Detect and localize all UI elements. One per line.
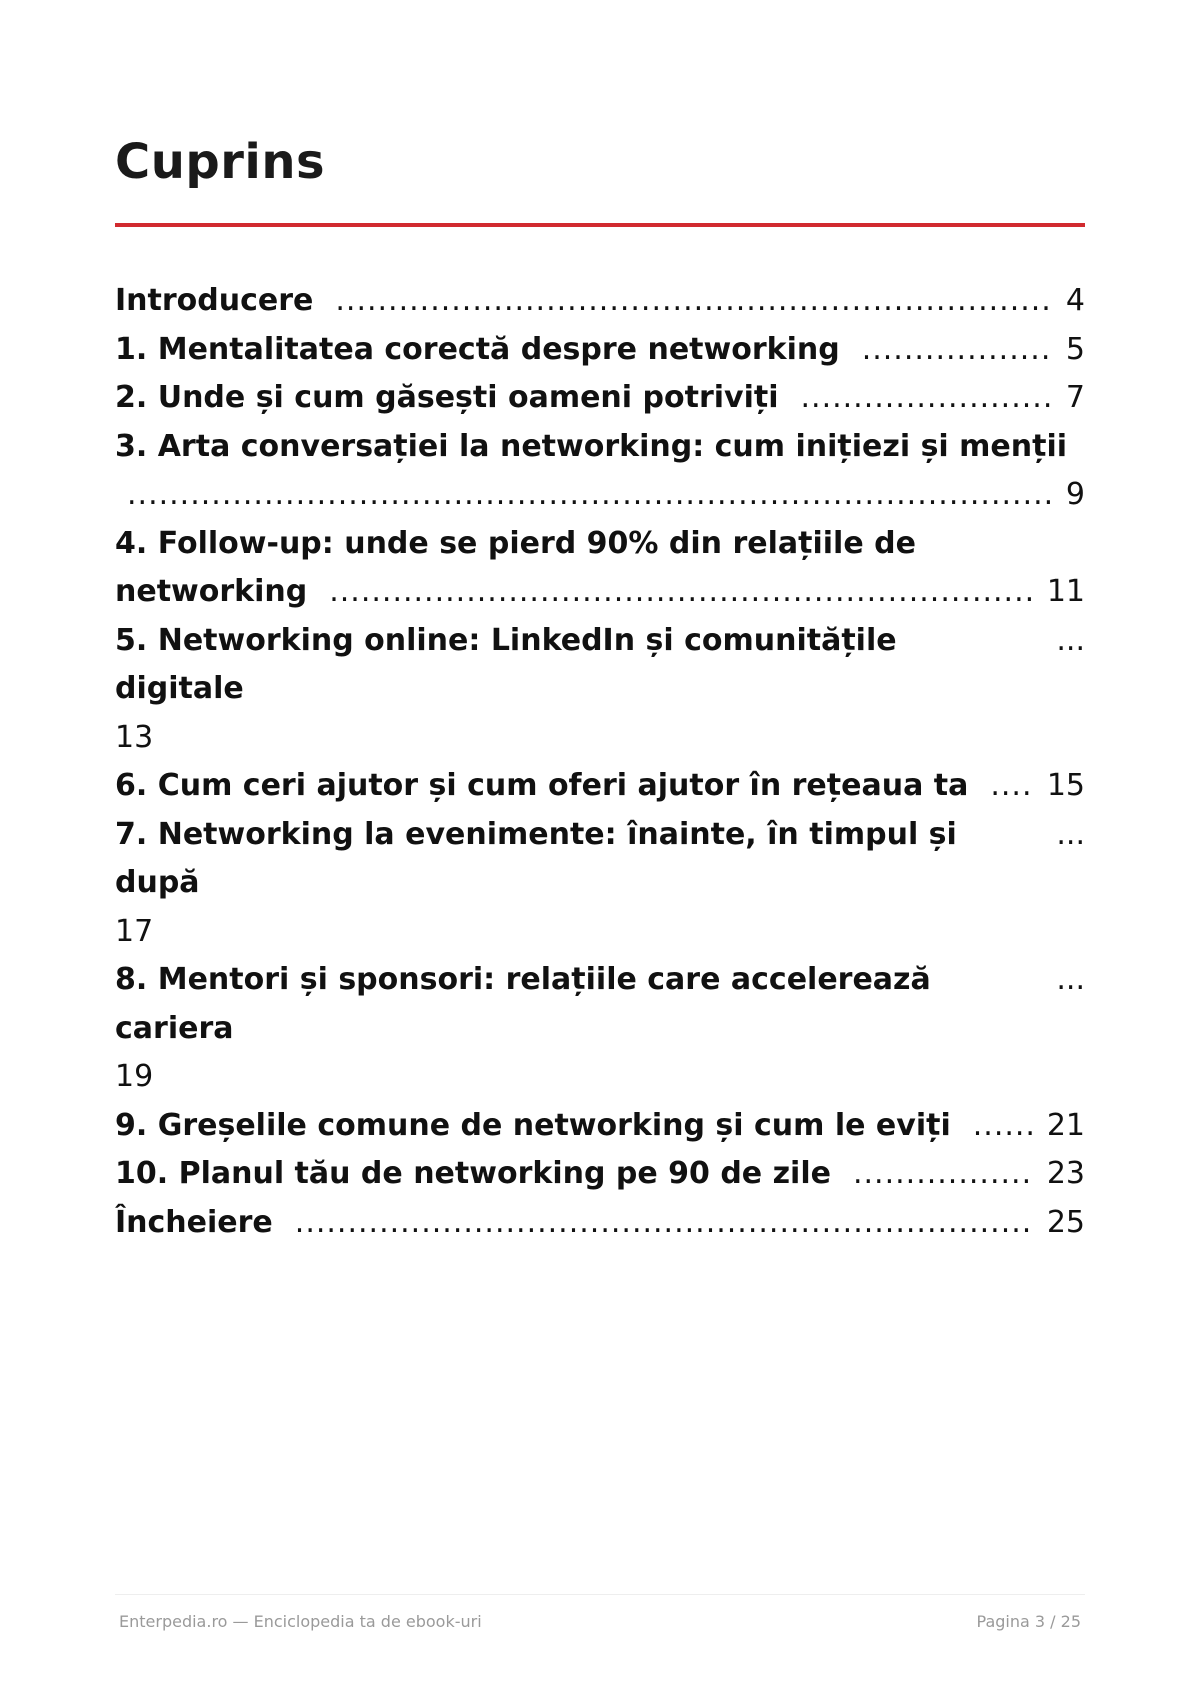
toc-entry-10[interactable] bbox=[115, 1150, 1085, 1199]
toc-entry-label: 2. Unde și cum găsești oameni potriviți bbox=[115, 380, 779, 415]
toc-entry-line bbox=[115, 568, 1085, 617]
dot-leader bbox=[973, 1102, 1035, 1151]
dot-leader bbox=[862, 326, 1054, 375]
toc-entry-label: 9. Greșelile comune de networking și cum le eviți bbox=[115, 1107, 951, 1143]
toc-entry-9[interactable] bbox=[115, 1102, 1085, 1151]
toc-entry-line bbox=[115, 811, 1085, 908]
toc-entry-label: 5. Networking online: LinkedIn și comunitățile digitale bbox=[115, 622, 897, 706]
dot-leader: ... bbox=[1056, 622, 1085, 658]
toc-entry-page: 7 bbox=[1065, 380, 1085, 415]
dot-leader bbox=[990, 762, 1034, 811]
dot-leader bbox=[127, 471, 1054, 520]
toc-page bbox=[115, 0, 1085, 1683]
dot-leader bbox=[801, 374, 1054, 423]
toc-entry-line bbox=[115, 714, 1085, 763]
dot-leader bbox=[295, 1199, 1035, 1248]
toc-entry-label: 1. Mentalitatea corectă despre networking bbox=[115, 331, 840, 367]
toc-entry-page: 13 bbox=[115, 719, 154, 755]
toc-entry-label: 4. Follow-up: unde se pierd 90% din relațiile de bbox=[115, 525, 916, 561]
dot-leader: ... bbox=[1056, 816, 1085, 852]
toc-entry-4[interactable] bbox=[115, 520, 1085, 617]
footer-page-number: Pagina 3 / 25 bbox=[976, 1612, 1081, 1631]
dot-leader bbox=[853, 1150, 1035, 1199]
toc-entry-introducere[interactable] bbox=[115, 277, 1085, 326]
dot-leader: ... bbox=[1056, 962, 1085, 997]
toc-entry-label: 3. Arta conversației la networking: cum inițiezi și menții bbox=[115, 428, 1068, 464]
toc-entry-8[interactable] bbox=[115, 956, 1085, 1102]
footer-divider bbox=[115, 1594, 1085, 1595]
toc-entry-line bbox=[115, 1053, 1085, 1102]
toc-entry-page: 9 bbox=[1065, 477, 1085, 512]
toc-entry-line bbox=[115, 520, 1085, 569]
table-of-contents bbox=[115, 277, 1085, 1247]
toc-entry-page: 23 bbox=[1046, 1156, 1085, 1191]
toc-entry-incheiere[interactable] bbox=[115, 1199, 1085, 1248]
toc-entry-page: 11 bbox=[1046, 574, 1085, 609]
dot-leader bbox=[329, 568, 1035, 617]
toc-entry-6[interactable] bbox=[115, 762, 1085, 811]
title-divider bbox=[115, 223, 1085, 227]
toc-entry-3[interactable] bbox=[115, 423, 1085, 520]
toc-entry-label: networking bbox=[115, 574, 308, 609]
toc-entry-label: 7. Networking la evenimente: înainte, în timpul și după bbox=[115, 816, 957, 900]
toc-entry-label: 8. Mentori și sponsori: relațiile care accelerează cariera bbox=[115, 962, 931, 1046]
toc-entry-line bbox=[115, 471, 1085, 520]
toc-entry-7[interactable] bbox=[115, 811, 1085, 957]
toc-entry-1[interactable] bbox=[115, 326, 1085, 375]
toc-entry-page: 5 bbox=[1065, 331, 1085, 367]
dot-leader bbox=[335, 277, 1054, 326]
toc-entry-page: 25 bbox=[1046, 1204, 1085, 1240]
footer-site-name: Enterpedia.ro — Enciclopedia ta de ebook-uri bbox=[119, 1612, 482, 1631]
toc-entry-line bbox=[115, 423, 1085, 472]
toc-entry-label: Introducere bbox=[115, 283, 314, 318]
toc-entry-page: 19 bbox=[115, 1059, 154, 1094]
toc-entry-2[interactable] bbox=[115, 374, 1085, 423]
toc-entry-label: 10. Planul tău de networking pe 90 de zile bbox=[115, 1156, 831, 1191]
toc-entry-5[interactable] bbox=[115, 617, 1085, 763]
toc-entry-page: 21 bbox=[1046, 1107, 1085, 1143]
toc-entry-page: 4 bbox=[1065, 283, 1085, 318]
toc-entry-line bbox=[115, 956, 1085, 1053]
toc-entry-page: 15 bbox=[1046, 768, 1085, 803]
toc-entry-label: 6. Cum ceri ajutor și cum oferi ajutor în rețeaua ta bbox=[115, 768, 969, 803]
page-title: Cuprins bbox=[115, 134, 326, 190]
toc-entry-line bbox=[115, 617, 1085, 714]
toc-entry-page: 17 bbox=[115, 913, 154, 949]
toc-entry-label: Încheiere bbox=[115, 1204, 273, 1240]
toc-entry-line bbox=[115, 908, 1085, 957]
